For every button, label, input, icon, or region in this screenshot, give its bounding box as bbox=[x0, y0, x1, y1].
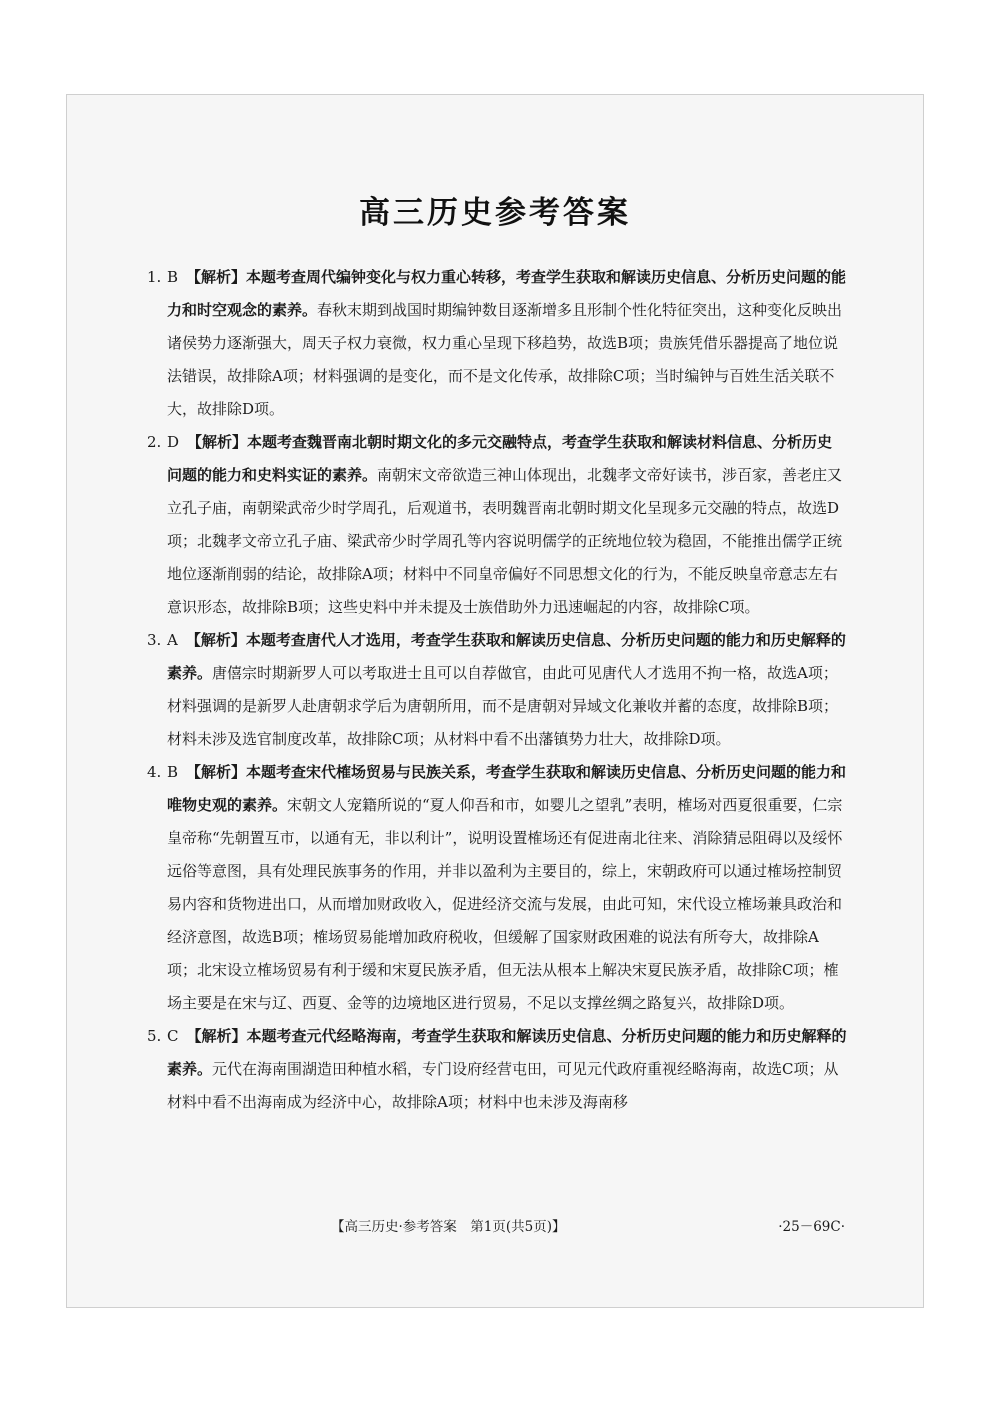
analysis-tag: 【解析】 bbox=[186, 1027, 247, 1045]
analysis-tag: 【解析】 bbox=[187, 433, 248, 451]
analysis-lead: 本题考查唐代人才选用，考查学生获取和解读历史信息、分析历史问题的能力和历史解释的素养。 bbox=[167, 631, 846, 682]
answer-choice: B bbox=[167, 763, 179, 781]
answer-choice: A bbox=[167, 631, 178, 649]
question-number: 5. bbox=[147, 1027, 162, 1045]
analysis-text: 春秋末期到战国时期编钟数目逐渐增多且形制个性化特征突出，这种变化反映出诸侯势力逐渐强大，周天子权力衰微，权力重心呈现下移趋势，故选B项；贵族凭借乐器提高了地位说法错误，故排除A项；材料强调的是变化，而不是文化传承，故排除C项；当时编钟与百姓生活关联不大，故排除D项。 bbox=[167, 301, 843, 418]
answer-item-1 bbox=[147, 261, 847, 426]
answer-choice: C bbox=[167, 1027, 179, 1045]
footer-code: ·25－69C· bbox=[778, 1219, 845, 1235]
analysis-tag: 【解析】 bbox=[186, 268, 247, 286]
answer-sheet bbox=[66, 94, 924, 1308]
answer-item-4 bbox=[147, 756, 847, 1020]
analysis-lead: 本题考查周代编钟变化与权力重心转移，考查学生获取和解读历史信息、分析历史问题的能力和时空观念的素养。 bbox=[167, 268, 847, 319]
question-number: 1. bbox=[147, 268, 162, 286]
answer-choice: B bbox=[167, 268, 179, 286]
analysis-text: 宋朝文人宠籍所说的“夏人仰吾和市，如婴儿之望乳”表明，榷场对西夏很重要，仁宗皇帝称“先朝置互市，以通有无，非以利计”，说明设置榷场还有促进南北往来、消除猜忌阻碍以及绥怀远俗等意图，具有处理民族事务的作用，并非以盈利为主要目的，综上，宋朝政府可以通过榷场控制贸易内容和货物进出口，从而增加财政收入，促进经济交流与发展，由此可知，宋代设立榷场兼具政治和经济意图，故选B项；榷场贸易能增加政府税收，但缓解了国家财政困难的说法有所夸大，故排除A项；北宋设立榷场贸易有利于缓和宋夏民族矛盾，但无法从根本上解决宋夏民族矛盾，故排除C项；榷场主要是在宋与辽、西夏、金等的边境地区进行贸易，不足以支撑丝绸之路复兴，故排除D项。 bbox=[167, 796, 843, 1012]
analysis-tag: 【解析】 bbox=[185, 631, 246, 649]
analysis-text: 南朝宋文帝欲造三神山体现出，北魏孝文帝好读书，涉百家，善老庄又立孔子庙，南朝梁武帝少时学周孔，后观道书，表明魏晋南北朝时期文化呈现多元交融的特点，故选D项；北魏孝文帝立孔子庙、梁武帝少时学周孔等内容说明儒学的正统地位较为稳固，不能推出儒学正统地位逐渐削弱的结论，故排除A项；材料中不同皇帝偏好不同思想文化的行为，不能反映皇帝意志左右意识形态，故排除B项；这些史料中并未提及士族借助外力迅速崛起的内容，故排除C项。 bbox=[167, 466, 843, 616]
analysis-text: 唐僖宗时期新罗人可以考取进士且可以自荐做官，由此可见唐代人才选用不拘一格，故选A项；材料强调的是新罗人赴唐朝求学后为唐朝所用，而不是唐朝对异域文化兼收并蓄的态度，故排除B项；材料未涉及选官制度改革，故排除C项；从材料中看不出藩镇势力壮大，故排除D项。 bbox=[167, 664, 839, 748]
page-title: 高三历史参考答案 bbox=[359, 195, 631, 231]
answer-list bbox=[147, 261, 847, 1119]
answer-choice: D bbox=[167, 433, 180, 451]
analysis-lead: 本题考查宋代榷场贸易与民族关系，考查学生获取和解读历史信息、分析历史问题的能力和唯物史观的素养。 bbox=[167, 763, 847, 814]
answer-item-2 bbox=[147, 426, 847, 624]
answer-item-3 bbox=[147, 624, 847, 756]
answer-item-5 bbox=[147, 1020, 847, 1119]
analysis-text: 元代在海南围湖造田种植水稻，专门设府经营屯田，可见元代政府重视经略海南，故选C项；从材料中看不出海南成为经济中心，故排除A项；材料中也未涉及海南移 bbox=[167, 1060, 839, 1111]
analysis-tag: 【解析】 bbox=[186, 763, 247, 781]
question-number: 2. bbox=[147, 433, 162, 451]
question-number: 4. bbox=[147, 763, 162, 781]
question-number: 3. bbox=[147, 631, 162, 649]
footer-page-info: 【高三历史·参考答案 第1页(共5页)】 bbox=[331, 1219, 566, 1235]
analysis-lead: 本题考查魏晋南北朝时期文化的多元交融特点，考查学生获取和解读材料信息、分析历史问题的能力和史料实证的素养。 bbox=[167, 433, 833, 484]
analysis-lead: 本题考查元代经略海南，考查学生获取和解读历史信息、分析历史问题的能力和历史解释的素养。 bbox=[167, 1027, 847, 1078]
